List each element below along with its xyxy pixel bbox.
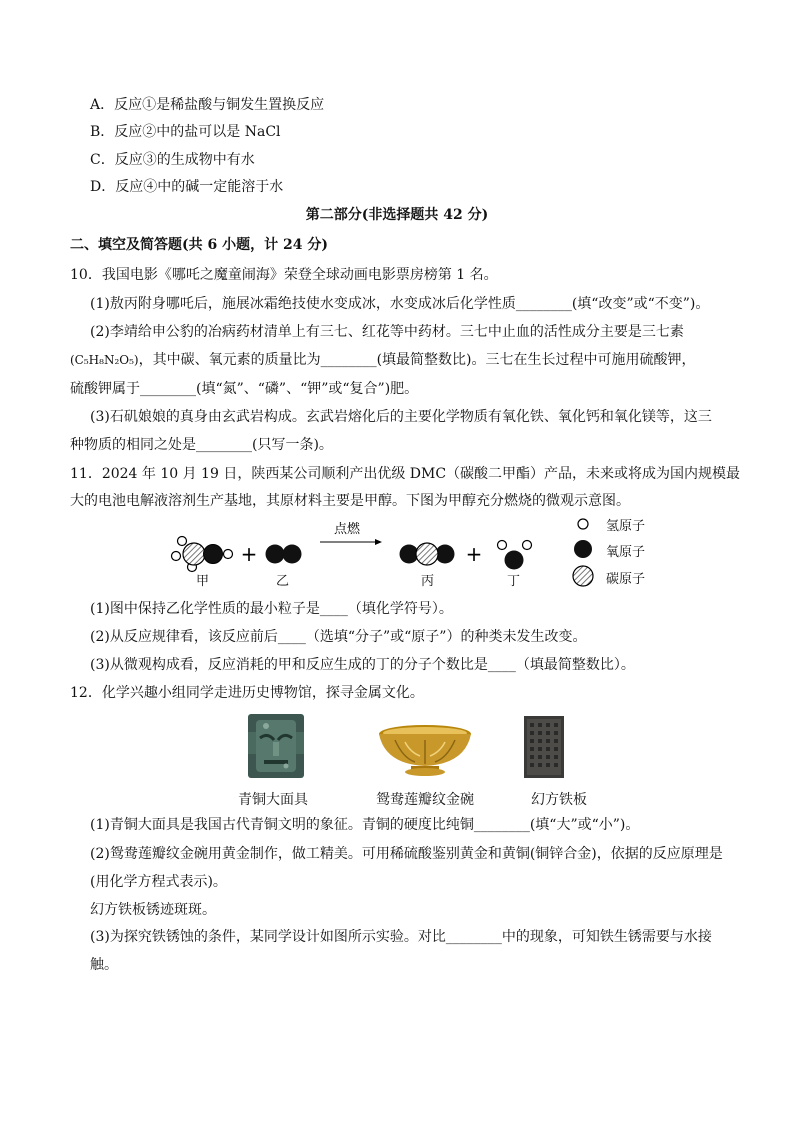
option-a: A．反应①是稀盐酸与铜发生置换反应 <box>90 97 325 113</box>
methanol-molecule <box>172 537 233 572</box>
part2-title: 第二部分(非选择题共 42 分) <box>305 207 489 223</box>
legend-carbon: 碳原子 <box>606 572 646 587</box>
label-ding: 丁 <box>507 574 521 589</box>
caption-iron-plate: 幻方铁板 <box>531 792 587 808</box>
option-d: D．反应④中的碱一定能溶于水 <box>90 179 284 195</box>
label-yi: 乙 <box>276 574 290 589</box>
arrow-head-icon <box>375 539 382 545</box>
bronze-mask-image <box>246 712 306 780</box>
q10-part3-line2: 种物质的相同之处是________(只写一条)。 <box>70 437 333 453</box>
water-molecule <box>498 541 532 570</box>
legend-hydrogen: 氢原子 <box>606 519 646 534</box>
oxygen-atom-icon <box>574 540 592 558</box>
q10-part2-line3: 硫酸钾属于________(填“氮”、“磷”、“钾”或“复合”)肥。 <box>70 381 419 397</box>
option-b: B．反应②中的盐可以是 NaCl <box>90 124 281 140</box>
formula: (C₅H₈N₂O₅) <box>70 353 139 367</box>
section2-title: 二、填空及简答题(共 6 小题，计 24 分) <box>70 237 328 253</box>
oxygen-molecule <box>266 545 302 564</box>
q12-part3-line2: 触。 <box>90 957 118 973</box>
reaction-condition: 点燃 <box>333 522 361 537</box>
label-bing: 丙 <box>421 574 435 589</box>
gold-bowl-image <box>375 722 475 778</box>
legend-oxygen: 氧原子 <box>606 545 646 560</box>
caption-bronze-mask: 青铜大面具 <box>238 792 308 808</box>
q12-part2-line2: (用化学方程式表示)。 <box>90 874 227 890</box>
q11-part3: (3)从微观构成看，反应消耗的甲和反应生成的丁的分子个数比是____（填最简整数比）。 <box>90 657 635 673</box>
q12-part2-line1: (2)鸳鸯莲瓣纹金碗用黄金制作，做工精美。可用稀硫酸鉴别黄金和黄铜(铜锌合金)，依据的反应原理是 <box>90 846 723 862</box>
carbon-atom-icon <box>573 566 593 586</box>
caption-gold-bowl: 鸳鸯莲瓣纹金碗 <box>376 792 474 808</box>
q11-stem-line2: 大的电池电解液溶剂生产基地，其原材料主要是甲醇。下图为甲醇充分燃烧的微观示意图。 <box>70 493 630 509</box>
q12-note: 幻方铁板锈迹斑斑。 <box>90 902 216 918</box>
q12-part3-line1: (3)为探究铁锈蚀的条件，某同学设计如图所示实验。对比________中的现象，可知铁生锈需要与水接 <box>90 929 712 945</box>
q11-part2: (2)从反应规律看，该反应前后____（选填“分子”或“原子”）的种类未发生改变。 <box>90 629 587 645</box>
plus-sign: + <box>240 542 258 566</box>
q10-part1: (1)敖丙附身哪吒后，施展冰霜绝技使水变成冰，水变成冰后化学性质________(填“改变”或“不变”)。 <box>90 296 710 312</box>
q10-part3-line1: (3)石矶娘娘的真身由玄武岩构成。玄武岩熔化后的主要化学物质有氧化铁、氧化钙和氧化镁等，这三 <box>90 409 712 425</box>
q12-stem: 12．化学兴趣小组同学走进历史博物馆，探寻金属文化。 <box>70 685 424 701</box>
q10-stem: 10．我国电影《哪吒之魔童闹海》荣登全球动画电影票房榜第 1 名。 <box>70 267 498 283</box>
q10-part2-line1: (2)李靖给申公豹的冶病药材清单上有三七、红花等中药材。三七中止血的活性成分主要是三七素 <box>90 324 684 340</box>
q11-part1: (1)图中保持乙化学性质的最小粒子是____（填化学符号）。 <box>90 601 453 617</box>
iron-plate-image <box>522 714 566 780</box>
option-c: C．反应③的生成物中有水 <box>90 152 255 168</box>
reaction-diagram <box>0 515 794 595</box>
plus-sign: + <box>465 542 483 566</box>
q12-part1: (1)青铜大面具是我国古代青铜文明的象征。青铜的硬度比纯铜________(填“大”或“小”)。 <box>90 817 640 833</box>
q10-part2-line2: (C₅H₈N₂O₅)，其中碳、氧元素的质量比为________(填最简整数比)。三七在生长过程中可施用硫酸钾， <box>70 352 696 368</box>
carbon-dioxide-molecule <box>400 543 455 565</box>
hydrogen-atom-icon <box>578 519 588 529</box>
label-jia: 甲 <box>196 574 210 589</box>
q11-stem-line1: 11．2024 年 10 月 19 日，陕西某公司顺利产出优级 DMC（碳酸二甲酯）产品，未来或将成为国内规模最 <box>70 466 741 482</box>
